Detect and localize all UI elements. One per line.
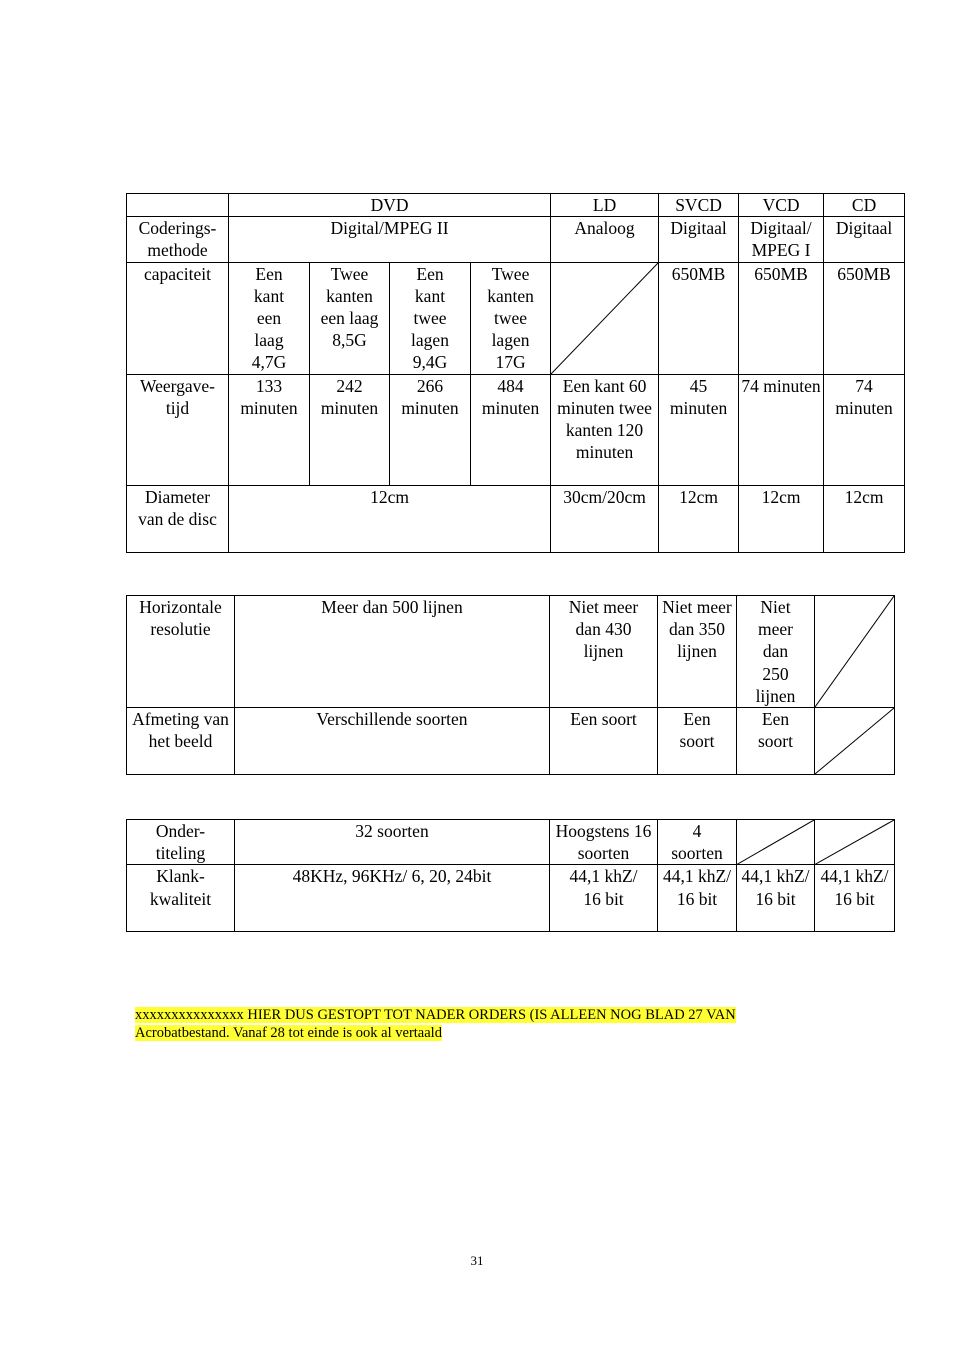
- table-cell: 48KHz, 96KHz/ 6, 20, 24bit: [235, 865, 550, 932]
- table-cell: 12cm: [229, 485, 551, 552]
- table-cell: Digital/MPEG II: [229, 217, 551, 262]
- table-cell: Twee kanten een laag 8,5G: [310, 262, 390, 374]
- table-cell: 650MB: [739, 262, 824, 374]
- table-row: [127, 820, 895, 865]
- subtitle-sound-table: [126, 819, 895, 932]
- table-cell: 4 soorten: [658, 820, 737, 865]
- table-cell: Een kant 60 minuten twee kanten 120 minuten: [551, 374, 659, 485]
- header-empty: [127, 194, 229, 217]
- format-comparison-table: [126, 193, 905, 553]
- diagonal-line: [815, 708, 894, 774]
- table-cell: 133 minuten: [229, 374, 310, 485]
- row-label: Diameter van de disc: [127, 485, 229, 552]
- table-cell: Een soort: [737, 708, 815, 775]
- table-cell: Digitaal: [659, 217, 739, 262]
- table-cell: Analoog: [551, 217, 659, 262]
- note-line-1: xxxxxxxxxxxxxxx HIER DUS GESTOPT TOT NADER ORDERS (IS ALLEEN NOG BLAD 27 VAN: [135, 1007, 736, 1023]
- diagonal-line: [551, 263, 658, 374]
- table-cell: 650MB: [659, 262, 739, 374]
- header-ld: LD: [551, 194, 659, 217]
- header-svcd: SVCD: [659, 194, 739, 217]
- table-cell: 650MB: [824, 262, 905, 374]
- table-row: [127, 217, 905, 262]
- table-cell: 266 minuten: [390, 374, 471, 485]
- row-label: Klank-kwaliteit: [127, 865, 235, 932]
- table-cell: Digitaal/ MPEG I: [739, 217, 824, 262]
- header-cd: CD: [824, 194, 905, 217]
- table-cell: Digitaal: [824, 217, 905, 262]
- table-cell: Niet meer dan 350 lijnen: [658, 596, 737, 708]
- empty-cell-slash: [737, 820, 815, 865]
- table-cell: 12cm: [739, 485, 824, 552]
- table-cell: Een kant twee lagen 9,4G: [390, 262, 471, 374]
- table-cell: 44,1 khZ/ 16 bit: [737, 865, 815, 932]
- table-row: [127, 865, 895, 932]
- table-cell: Niet meer dan 250 lijnen: [737, 596, 815, 708]
- table-cell: 242 minuten: [310, 374, 390, 485]
- table-row: [127, 485, 905, 552]
- table-cell: 45 minuten: [659, 374, 739, 485]
- empty-cell-slash: [551, 262, 659, 374]
- empty-cell-slash: [815, 820, 895, 865]
- table-cell: 44,1 khZ/ 16 bit: [658, 865, 737, 932]
- table-cell: Een soort: [550, 708, 658, 775]
- page-number: 31: [470, 1253, 484, 1268]
- diagonal-line: [815, 596, 894, 707]
- table-row: [127, 708, 895, 775]
- table-cell: 484 minuten: [471, 374, 551, 485]
- empty-cell-slash: [815, 708, 895, 775]
- table-cell: 32 soorten: [235, 820, 550, 865]
- table-cell: Niet meer dan 430 lijnen: [550, 596, 658, 708]
- table-cell: 74 minuten: [739, 374, 824, 485]
- row-label: Horizontale resolutie: [127, 596, 235, 708]
- table-cell: Twee kanten twee lagen 17G: [471, 262, 551, 374]
- diagonal-line: [737, 820, 814, 864]
- header-vcd: VCD: [739, 194, 824, 217]
- table-header-row: [127, 194, 905, 217]
- row-label: Afmeting van het beeld: [127, 708, 235, 775]
- row-label: Onder-titeling: [127, 820, 235, 865]
- table-cell: Een soort: [658, 708, 737, 775]
- table-cell: 44,1 khZ/ 16 bit: [550, 865, 658, 932]
- row-label: Weergave-tijd: [127, 374, 229, 485]
- row-label: capaciteit: [127, 262, 229, 374]
- note-line-2: Acrobatbestand. Vanaf 28 tot einde is ook al vertaald: [135, 1025, 442, 1041]
- diagonal-line: [815, 820, 894, 864]
- table-cell: 44,1 khZ/ 16 bit: [815, 865, 895, 932]
- table-cell: 74 minuten: [824, 374, 905, 485]
- table-cell: Hoogstens 16 soorten: [550, 820, 658, 865]
- table-row: [127, 374, 905, 485]
- table-cell: Verschillende soorten: [235, 708, 550, 775]
- highlighted-note: [135, 1006, 835, 1042]
- table-row: [127, 262, 905, 374]
- table-cell: 12cm: [659, 485, 739, 552]
- table-cell: 30cm/20cm: [551, 485, 659, 552]
- empty-cell-slash: [815, 596, 895, 708]
- header-dvd: DVD: [229, 194, 551, 217]
- table-row: [127, 596, 895, 708]
- table-cell: 12cm: [824, 485, 905, 552]
- table-cell: Een kant een laag 4,7G: [229, 262, 310, 374]
- table-cell: Meer dan 500 lijnen: [235, 596, 550, 708]
- resolution-table: [126, 595, 895, 775]
- row-label: Coderings-methode: [127, 217, 229, 262]
